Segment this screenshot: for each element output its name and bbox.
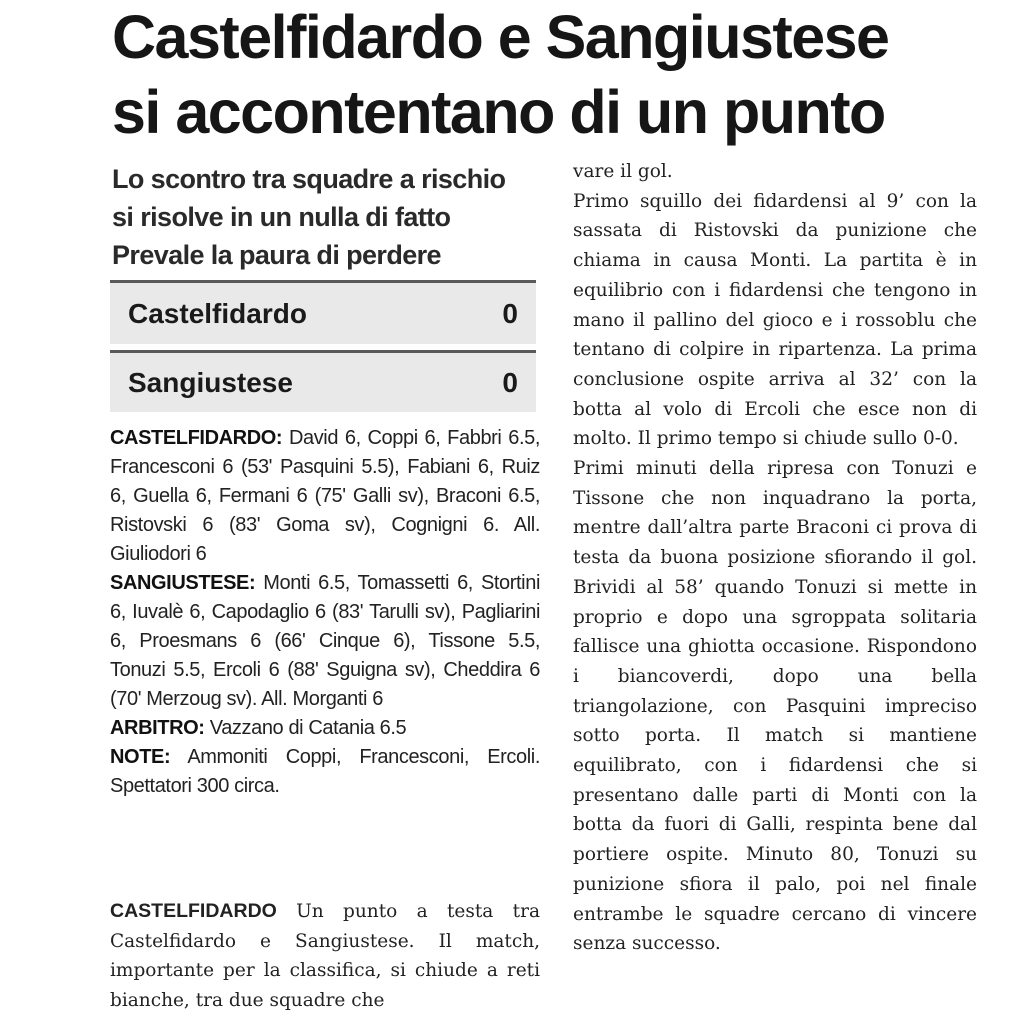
article-paragraph: vare il gol. <box>573 161 673 182</box>
score-row-away <box>110 350 536 412</box>
article-paragraph: Primo squillo dei fidardensi al 9’ con la sassata di Ristovski da punizione che chiama in causa Monti. La partita è in equilibrio con i fidardensi che tengono in mano il pallino del gioco e i rossoblu che tentano di colpire in ripartenza. La prima conclusione ospite arriva al 32’ con la botta al volo di Ercoli che esce non di molto. Il primo tempo si chiude sullo 0-0. <box>573 190 977 450</box>
team-name-home: Castelfidardo <box>128 297 307 329</box>
lineup-away-text: Monti 6.5, Tomassetti 6, Stortini 6, Iuvalè 6, Capodaglio 6 (83' Tarulli sv), Pagliarini 6, Proesmans 6 (66' Cinque 6), Tissone 5.5, Tonuzi 5.5, Ercoli 6 (88' Sguigna sv), Cheddira 6 (70' Merzoug sv). All. Morganti 6 <box>110 572 540 710</box>
lineup-home-text: David 6, Coppi 6, Fabbri 6.5, Francesconi 6 (53' Pasquini 5.5), Fabiani 6, Ruiz 6, Guella 6, Fermani 6 (75' Galli sv), Braconi 6.5, Ristovski 6 (83' Goma sv), Cognigni 6. All. Giuliodori 6 <box>110 427 540 565</box>
team-score-away: 0 <box>502 366 518 398</box>
notes-text: Ammoniti Coppi, Francesconi, Ercoli. Spettatori 300 circa. <box>110 746 540 797</box>
team-score-home: 0 <box>502 297 518 329</box>
article-paragraph: Primi minuti della ripresa con Tonuzi e Tissone che non inquadrano la porta, mentre dall’altra parte Braconi ci prova di testa da buona posizione sfiorando il gol. Brividi al 58’ quando Tonuzi si mette in proprio e dopo una sgroppata solitaria fallisce una ghiotta occasione. Rispondono i biancoverdi, dopo una bella triangolazione, con Pasquini impreciso sotto porta. Il match si mantiene equilibrato, con i fidardensi che si presentano dalle parti di Monti con la botta da fuori di Galli, respinta bene dal portiere ospite. Minuto 80, Tonuzi su punizione sfiora il palo, poi nel finale entrambe le squadre cercano di vincere senza successo. <box>573 458 977 955</box>
referee-label: ARBITRO: <box>110 717 205 739</box>
lineup-away-label: SANGIUSTESE: <box>110 572 256 594</box>
lineup-home <box>110 424 540 569</box>
article-body-left-text: Un punto a testa tra Castelfidardo e Sangiustese. Il match, importante per la classifica, si chiude a reti bianche, tra due squadre che <box>110 901 540 1011</box>
article-body-right <box>573 157 977 959</box>
article-body-left <box>110 897 540 1015</box>
match-info-box <box>110 424 540 801</box>
subhead-line-1: Lo scontro tra squadre a rischio <box>112 164 506 194</box>
lineup-home-label: CASTELFIDARDO: <box>110 427 283 449</box>
score-row-home <box>110 280 536 344</box>
subhead-line-3: Prevale la paura di perdere <box>112 240 441 270</box>
referee <box>110 714 540 743</box>
notes-label: NOTE: <box>110 746 171 768</box>
subheadline <box>112 160 552 274</box>
lineup-away <box>110 569 540 714</box>
headline <box>112 0 1012 150</box>
subhead-line-2: si risolve in un nulla di fatto <box>112 202 451 232</box>
team-name-away: Sangiustese <box>128 366 293 398</box>
headline-line-1: Castelfidardo e Sangiustese <box>112 3 889 71</box>
referee-text: Vazzano di Catania 6.5 <box>204 717 407 739</box>
headline-line-2: si accontentano di un punto <box>112 78 885 146</box>
notes <box>110 743 540 801</box>
scoreboard <box>110 280 536 418</box>
dateline: CASTELFIDARDO <box>110 900 277 922</box>
